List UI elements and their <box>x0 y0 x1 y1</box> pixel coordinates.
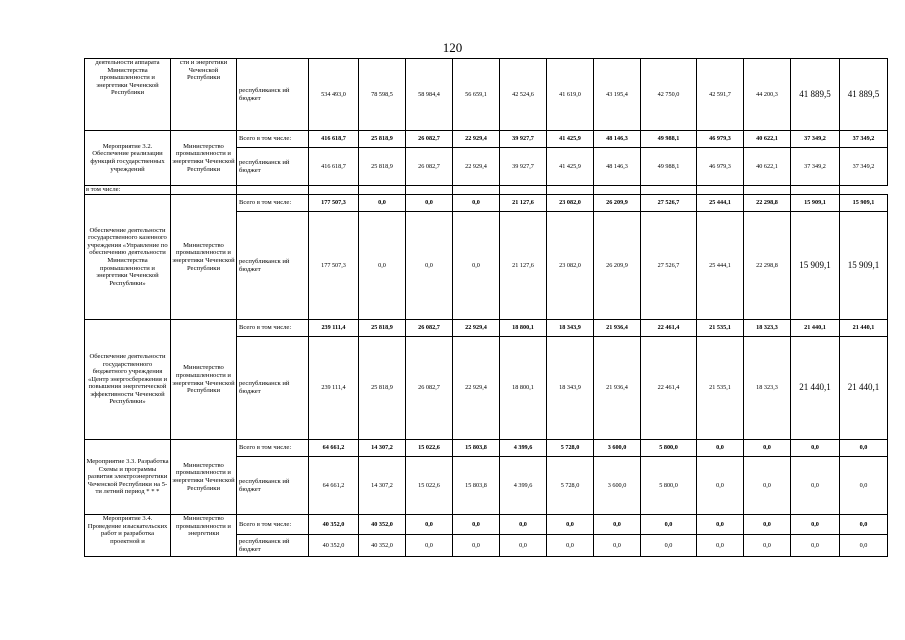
table-cell: 48 146,3 <box>594 148 641 186</box>
table-cell: Всего в том числе: <box>237 195 309 212</box>
table-cell: 40 352,0 <box>359 535 406 557</box>
table-cell: 78 598,5 <box>359 59 406 131</box>
table-cell: сти и энергетики Чеченской Республики <box>171 59 237 131</box>
table-cell: 0,0 <box>500 535 547 557</box>
table-cell <box>697 186 744 195</box>
table-cell: 26 209,9 <box>594 212 641 320</box>
table-cell: 5 728,0 <box>547 457 594 515</box>
table-cell: 25 444,1 <box>697 195 744 212</box>
table-cell: 0,0 <box>453 535 500 557</box>
table-cell: 0,0 <box>359 195 406 212</box>
table-cell: 3 600,0 <box>594 457 641 515</box>
table-cell: 27 526,7 <box>641 195 697 212</box>
table-cell: 25 818,9 <box>359 320 406 337</box>
table-cell: 21 440,1 <box>791 337 840 440</box>
table-cell: Всего в том числе: <box>237 320 309 337</box>
table-cell: 0,0 <box>641 515 697 535</box>
table-cell <box>791 186 840 195</box>
table-cell: 0,0 <box>500 515 547 535</box>
table-cell: 0,0 <box>744 535 791 557</box>
table-cell: 4 399,6 <box>500 440 547 457</box>
table-cell: 42 750,0 <box>641 59 697 131</box>
table-row <box>85 320 888 337</box>
table-cell: 40 352,0 <box>309 535 359 557</box>
table-cell: 0,0 <box>453 195 500 212</box>
table-cell: республиканск ий бюджет <box>237 535 309 557</box>
table-cell <box>641 186 697 195</box>
table-cell: 41 889,5 <box>840 59 888 131</box>
table-cell: Мероприятие 3.4. Проведение изыскательских работ и разработка проектной и <box>85 515 171 557</box>
table-cell: 0,0 <box>791 440 840 457</box>
table-cell: 0,0 <box>406 212 453 320</box>
table-cell: 0,0 <box>791 457 840 515</box>
table-cell: деятельности аппарата Министерства промышленности и энергетики Чеченской Республики <box>85 59 171 131</box>
table-cell: 15 022,6 <box>406 457 453 515</box>
table-cell: 14 307,2 <box>359 440 406 457</box>
table-cell: 37 349,2 <box>840 131 888 148</box>
table-cell: 41 889,5 <box>791 59 840 131</box>
table-cell: Министерство промышленности и энергетики Чеченской Республики <box>171 440 237 515</box>
table-cell: 42 591,7 <box>697 59 744 131</box>
table-cell: 22 461,4 <box>641 337 697 440</box>
table-cell: 3 600,0 <box>594 440 641 457</box>
table-cell: 26 082,7 <box>406 148 453 186</box>
table-cell: 23 082,0 <box>547 195 594 212</box>
budget-table-body <box>85 59 888 557</box>
table-cell: 25 818,9 <box>359 131 406 148</box>
table-cell: 18 323,3 <box>744 337 791 440</box>
table-cell: 27 526,7 <box>641 212 697 320</box>
table-cell: 44 200,3 <box>744 59 791 131</box>
table-cell: 0,0 <box>697 440 744 457</box>
table-cell: республиканск ий бюджет <box>237 148 309 186</box>
table-cell: 21 127,6 <box>500 195 547 212</box>
table-cell: 26 082,7 <box>406 320 453 337</box>
table-cell: 22 461,4 <box>641 320 697 337</box>
table-cell: 37 349,2 <box>791 131 840 148</box>
table-cell: 21 440,1 <box>840 320 888 337</box>
table-cell: 64 661,2 <box>309 440 359 457</box>
table-cell: 40 622,1 <box>744 148 791 186</box>
table-cell: Всего в том числе: <box>237 515 309 535</box>
table-cell: 18 343,9 <box>547 337 594 440</box>
table-cell: 23 082,0 <box>547 212 594 320</box>
table-cell: 0,0 <box>840 535 888 557</box>
table-cell: 177 507,3 <box>309 212 359 320</box>
table-cell: 0,0 <box>359 212 406 320</box>
table-cell: 25 444,1 <box>697 212 744 320</box>
table-cell: Всего в том числе: <box>237 131 309 148</box>
table-cell: 0,0 <box>406 195 453 212</box>
budget-table <box>84 58 888 557</box>
table-cell: Мероприятие 3.2. Обеспечение реализации функций государственных учреждений <box>85 131 171 186</box>
table-cell: 37 349,2 <box>791 148 840 186</box>
table-cell: республиканск ий бюджет <box>237 212 309 320</box>
table-cell: 18 343,9 <box>547 320 594 337</box>
table-cell <box>309 186 359 195</box>
table-cell: 239 111,4 <box>309 337 359 440</box>
table-cell: 48 146,3 <box>594 131 641 148</box>
table-cell: 22 929,4 <box>453 131 500 148</box>
table-cell: 49 988,1 <box>641 148 697 186</box>
table-cell: в том числе: <box>85 186 171 195</box>
table-cell: 534 493,0 <box>309 59 359 131</box>
table-cell: 21 440,1 <box>791 320 840 337</box>
table-cell: 18 800,1 <box>500 337 547 440</box>
table-cell: 18 323,3 <box>744 320 791 337</box>
table-cell: 58 984,4 <box>406 59 453 131</box>
table-cell: Министерство промышленности и энергетики Чеченской Республики <box>171 320 237 440</box>
table-cell <box>406 186 453 195</box>
table-cell: республиканск ий бюджет <box>237 337 309 440</box>
table-cell: 42 524,6 <box>500 59 547 131</box>
table-cell: 22 929,4 <box>453 337 500 440</box>
table-cell: 22 298,8 <box>744 195 791 212</box>
table-cell <box>547 186 594 195</box>
table-cell: 21 535,1 <box>697 320 744 337</box>
table-cell: 26 082,7 <box>406 131 453 148</box>
table-cell: Мероприятие 3.3. Разработка Схемы и программы развития электроэнергетики Чеченской Республики на 5-ти летний период * * * <box>85 440 171 515</box>
table-cell: 0,0 <box>697 457 744 515</box>
table-cell: 39 927,7 <box>500 148 547 186</box>
table-cell: 4 399,6 <box>500 457 547 515</box>
table-cell: 40 352,0 <box>359 515 406 535</box>
table-cell: Обеспечение деятельности государственного бюджетного учреждения «Центр энергосбережения и повышения энергетической эффективности Чеченской Республики» <box>85 320 171 440</box>
table-row <box>85 59 888 131</box>
table-cell: 25 818,9 <box>359 148 406 186</box>
table-cell: 22 929,4 <box>453 320 500 337</box>
table-cell: 416 618,7 <box>309 131 359 148</box>
table-cell: 41 425,9 <box>547 131 594 148</box>
table-cell: 22 929,4 <box>453 148 500 186</box>
table-cell: 0,0 <box>547 535 594 557</box>
table-cell: 15 909,1 <box>840 195 888 212</box>
table-cell: 21 440,1 <box>840 337 888 440</box>
table-row <box>85 195 888 212</box>
table-cell <box>594 186 641 195</box>
table-cell: 26 082,7 <box>406 337 453 440</box>
table-cell: 15 803,8 <box>453 457 500 515</box>
table-cell: 26 209,9 <box>594 195 641 212</box>
table-cell: 0,0 <box>697 535 744 557</box>
table-cell: 0,0 <box>697 515 744 535</box>
table-cell: 18 800,1 <box>500 320 547 337</box>
table-cell: 0,0 <box>791 535 840 557</box>
table-cell: 21 535,1 <box>697 337 744 440</box>
table-cell: республиканск ий бюджет <box>237 59 309 131</box>
table-cell: 21 936,4 <box>594 320 641 337</box>
table-cell: 0,0 <box>453 212 500 320</box>
table-cell: 416 618,7 <box>309 148 359 186</box>
table-cell: 41 619,0 <box>547 59 594 131</box>
table-cell: 39 927,7 <box>500 131 547 148</box>
table-cell: Обеспечение деятельности государственного казенного учреждения «Управление по обеспечению деятельности Министерства промышленности и энергетики Чеченской Республики» <box>85 195 171 320</box>
table-cell: 5 800,0 <box>641 440 697 457</box>
table-cell: 15 909,1 <box>791 212 840 320</box>
table-cell: 5 800,0 <box>641 457 697 515</box>
table-row <box>85 515 888 535</box>
table-cell: 41 425,9 <box>547 148 594 186</box>
table-cell: 15 022,6 <box>406 440 453 457</box>
table-cell: Министерство промышленности и энергетики Чеченской Республики <box>171 195 237 320</box>
table-cell: республиканск ий бюджет <box>237 457 309 515</box>
table-cell: 14 307,2 <box>359 457 406 515</box>
page-number: 120 <box>442 40 463 55</box>
table-cell: 15 803,8 <box>453 440 500 457</box>
table-cell: Министерство промышленности и энергетики <box>171 515 237 557</box>
table-cell: Всего в том числе: <box>237 440 309 457</box>
table-row <box>85 440 888 457</box>
table-cell: 0,0 <box>840 515 888 535</box>
table-cell <box>171 186 237 195</box>
table-row <box>85 186 888 195</box>
table-cell: 22 298,8 <box>744 212 791 320</box>
table-cell: 0,0 <box>840 457 888 515</box>
table-cell <box>500 186 547 195</box>
table-cell: 0,0 <box>641 535 697 557</box>
table-cell: 0,0 <box>840 440 888 457</box>
table-cell: 56 659,1 <box>453 59 500 131</box>
table-cell: 21 127,6 <box>500 212 547 320</box>
table-cell: 46 979,3 <box>697 148 744 186</box>
table-cell: 5 728,0 <box>547 440 594 457</box>
table-cell: 21 936,4 <box>594 337 641 440</box>
table-cell <box>744 186 791 195</box>
table-cell: Министерство промышленности и энергетики Чеченской Республики <box>171 131 237 186</box>
table-cell: 0,0 <box>547 515 594 535</box>
table-cell: 0,0 <box>406 515 453 535</box>
table-cell: 15 909,1 <box>840 212 888 320</box>
table-cell: 46 979,3 <box>697 131 744 148</box>
table-cell: 177 507,3 <box>309 195 359 212</box>
table-cell: 0,0 <box>406 535 453 557</box>
table-cell: 0,0 <box>744 440 791 457</box>
table-cell: 25 818,9 <box>359 337 406 440</box>
table-cell: 15 909,1 <box>791 195 840 212</box>
table-cell: 239 111,4 <box>309 320 359 337</box>
table-cell: 43 195,4 <box>594 59 641 131</box>
table-cell: 64 661,2 <box>309 457 359 515</box>
table-cell: 0,0 <box>453 515 500 535</box>
table-cell: 0,0 <box>744 457 791 515</box>
table-cell: 0,0 <box>594 515 641 535</box>
table-cell: 0,0 <box>594 535 641 557</box>
table-cell <box>237 186 309 195</box>
table-cell: 0,0 <box>791 515 840 535</box>
table-cell <box>453 186 500 195</box>
table-row <box>85 131 888 148</box>
table-cell: 40 622,1 <box>744 131 791 148</box>
table-cell: 40 352,0 <box>309 515 359 535</box>
table-cell: 37 349,2 <box>840 148 888 186</box>
table-cell: 49 988,1 <box>641 131 697 148</box>
table-cell <box>359 186 406 195</box>
table-cell: 0,0 <box>744 515 791 535</box>
